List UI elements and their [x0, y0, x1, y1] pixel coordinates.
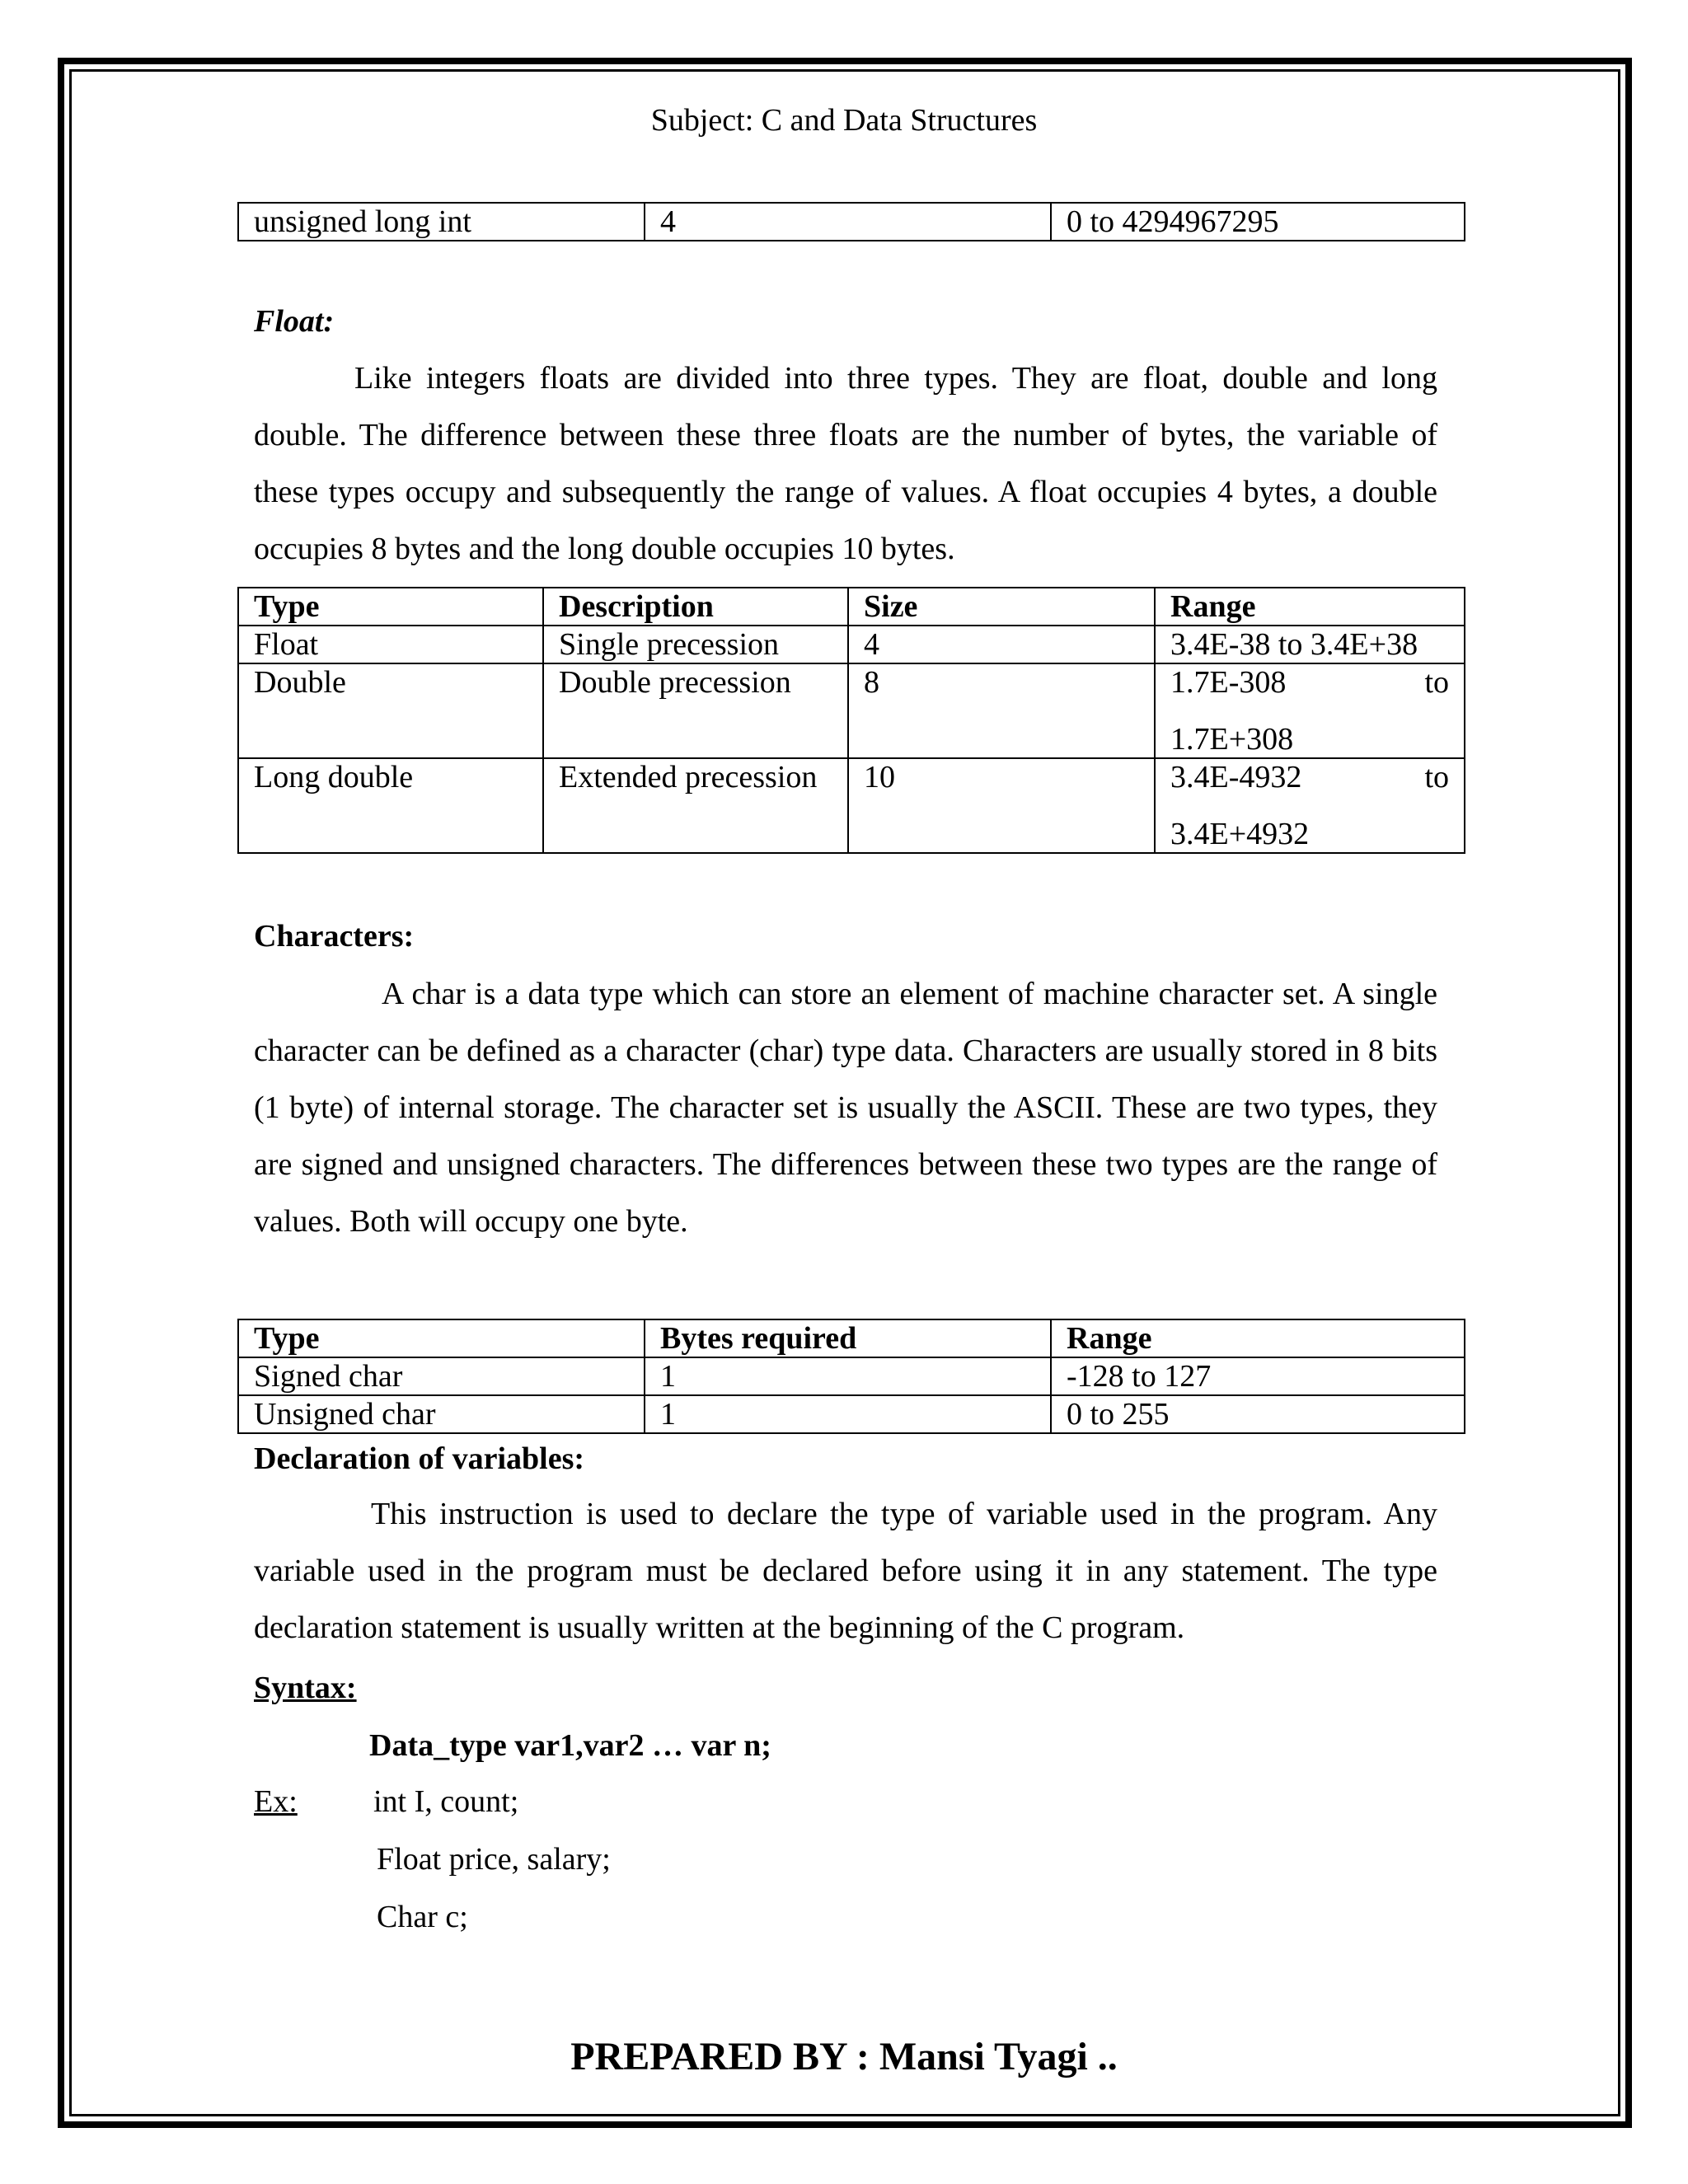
table-cell: 4: [848, 626, 1155, 663]
example-line: Float price, salary;: [377, 1842, 611, 1877]
example-label: Ex:: [254, 1784, 298, 1819]
table-row: [238, 1357, 1465, 1395]
characters-paragraph: A char is a data type which can store an element of machine character set. A single character can be defined as a character (char) type data. Characters are usually stored in 8 bits (1 byte) of internal storage. The character set is usually the ASCII. These are two types, they are signed and unsigned characters. The differences between these two types are the range of values. Both will occupy one byte.: [254, 977, 1437, 1239]
table-cell: 3.4E-38 to 3.4E+38: [1155, 626, 1465, 663]
table-row: [238, 1395, 1465, 1433]
column-header: Type: [238, 588, 543, 626]
column-header: Range: [1155, 588, 1465, 626]
table-cell: 8: [848, 663, 1155, 758]
table-cell: 0 to 4294967295: [1051, 203, 1465, 241]
table-row: [238, 758, 1465, 853]
syntax-line: Data_type var1,var2 … var n;: [369, 1728, 771, 1763]
table-cell: 1: [645, 1357, 1051, 1395]
table-cell: Float: [238, 626, 543, 663]
range-to: to: [1424, 665, 1449, 700]
float-heading: Float:: [254, 304, 335, 339]
table-cell: Long double: [238, 758, 543, 853]
table-row: [238, 626, 1465, 663]
table-cell: Extended precession: [543, 758, 848, 853]
table-cell: [1155, 663, 1465, 758]
table-header-row: [238, 1319, 1465, 1357]
table-cell: Signed char: [238, 1357, 645, 1395]
table-cell: -128 to 127: [1051, 1357, 1465, 1395]
table-cell: [1155, 758, 1465, 853]
table-cell: Double: [238, 663, 543, 758]
declaration-paragraph: This instruction is used to declare the type of variable used in the program. Any variable used in the program must be declared before using it in any statement. The type declaration statement is usually written at the beginning of the C program.: [254, 1497, 1437, 1645]
example-line: int I, count;: [373, 1784, 519, 1819]
table-cell: 10: [848, 758, 1155, 853]
column-header: Size: [848, 588, 1155, 626]
example-line: Char c;: [377, 1900, 468, 1934]
float-table: [237, 587, 1465, 854]
range-to: to: [1424, 760, 1449, 794]
range-high: 3.4E+4932: [1170, 817, 1310, 851]
characters-heading: Characters:: [254, 919, 415, 954]
declaration-heading: Declaration of variables:: [254, 1441, 585, 1476]
table-row: [238, 203, 1465, 241]
int-range-table-continuation: [237, 202, 1465, 241]
prepared-by-footer: PREPARED BY : Mansi Tyagi ..: [570, 2035, 1118, 2079]
column-header: Bytes required: [645, 1319, 1051, 1357]
range-high: 1.7E+308: [1170, 722, 1294, 757]
column-header: Range: [1051, 1319, 1465, 1357]
table-row: [238, 663, 1465, 758]
range-low: 1.7E-308: [1170, 665, 1287, 700]
page-header: Subject: C and Data Structures: [650, 103, 1038, 138]
table-header-row: [238, 588, 1465, 626]
float-paragraph: Like integers floats are divided into three types. They are float, double and long double. The difference between these three floats are the number of bytes, the variable of these types occupy and subsequently the range of values. A float occupies 4 bytes, a double occupies 8 bytes and the long double occupies 10 bytes.: [254, 361, 1437, 566]
range-low: 3.4E-4932: [1170, 760, 1302, 794]
syntax-label: Syntax:: [254, 1671, 357, 1705]
table-cell: Single precession: [543, 626, 848, 663]
table-cell: Unsigned char: [238, 1395, 645, 1433]
char-table: [237, 1319, 1465, 1434]
table-cell: unsigned long int: [238, 203, 645, 241]
table-cell: 1: [645, 1395, 1051, 1433]
table-cell: Double precession: [543, 663, 848, 758]
column-header: Type: [238, 1319, 645, 1357]
table-cell: 0 to 255: [1051, 1395, 1465, 1433]
table-cell: 4: [645, 203, 1051, 241]
column-header: Description: [543, 588, 848, 626]
